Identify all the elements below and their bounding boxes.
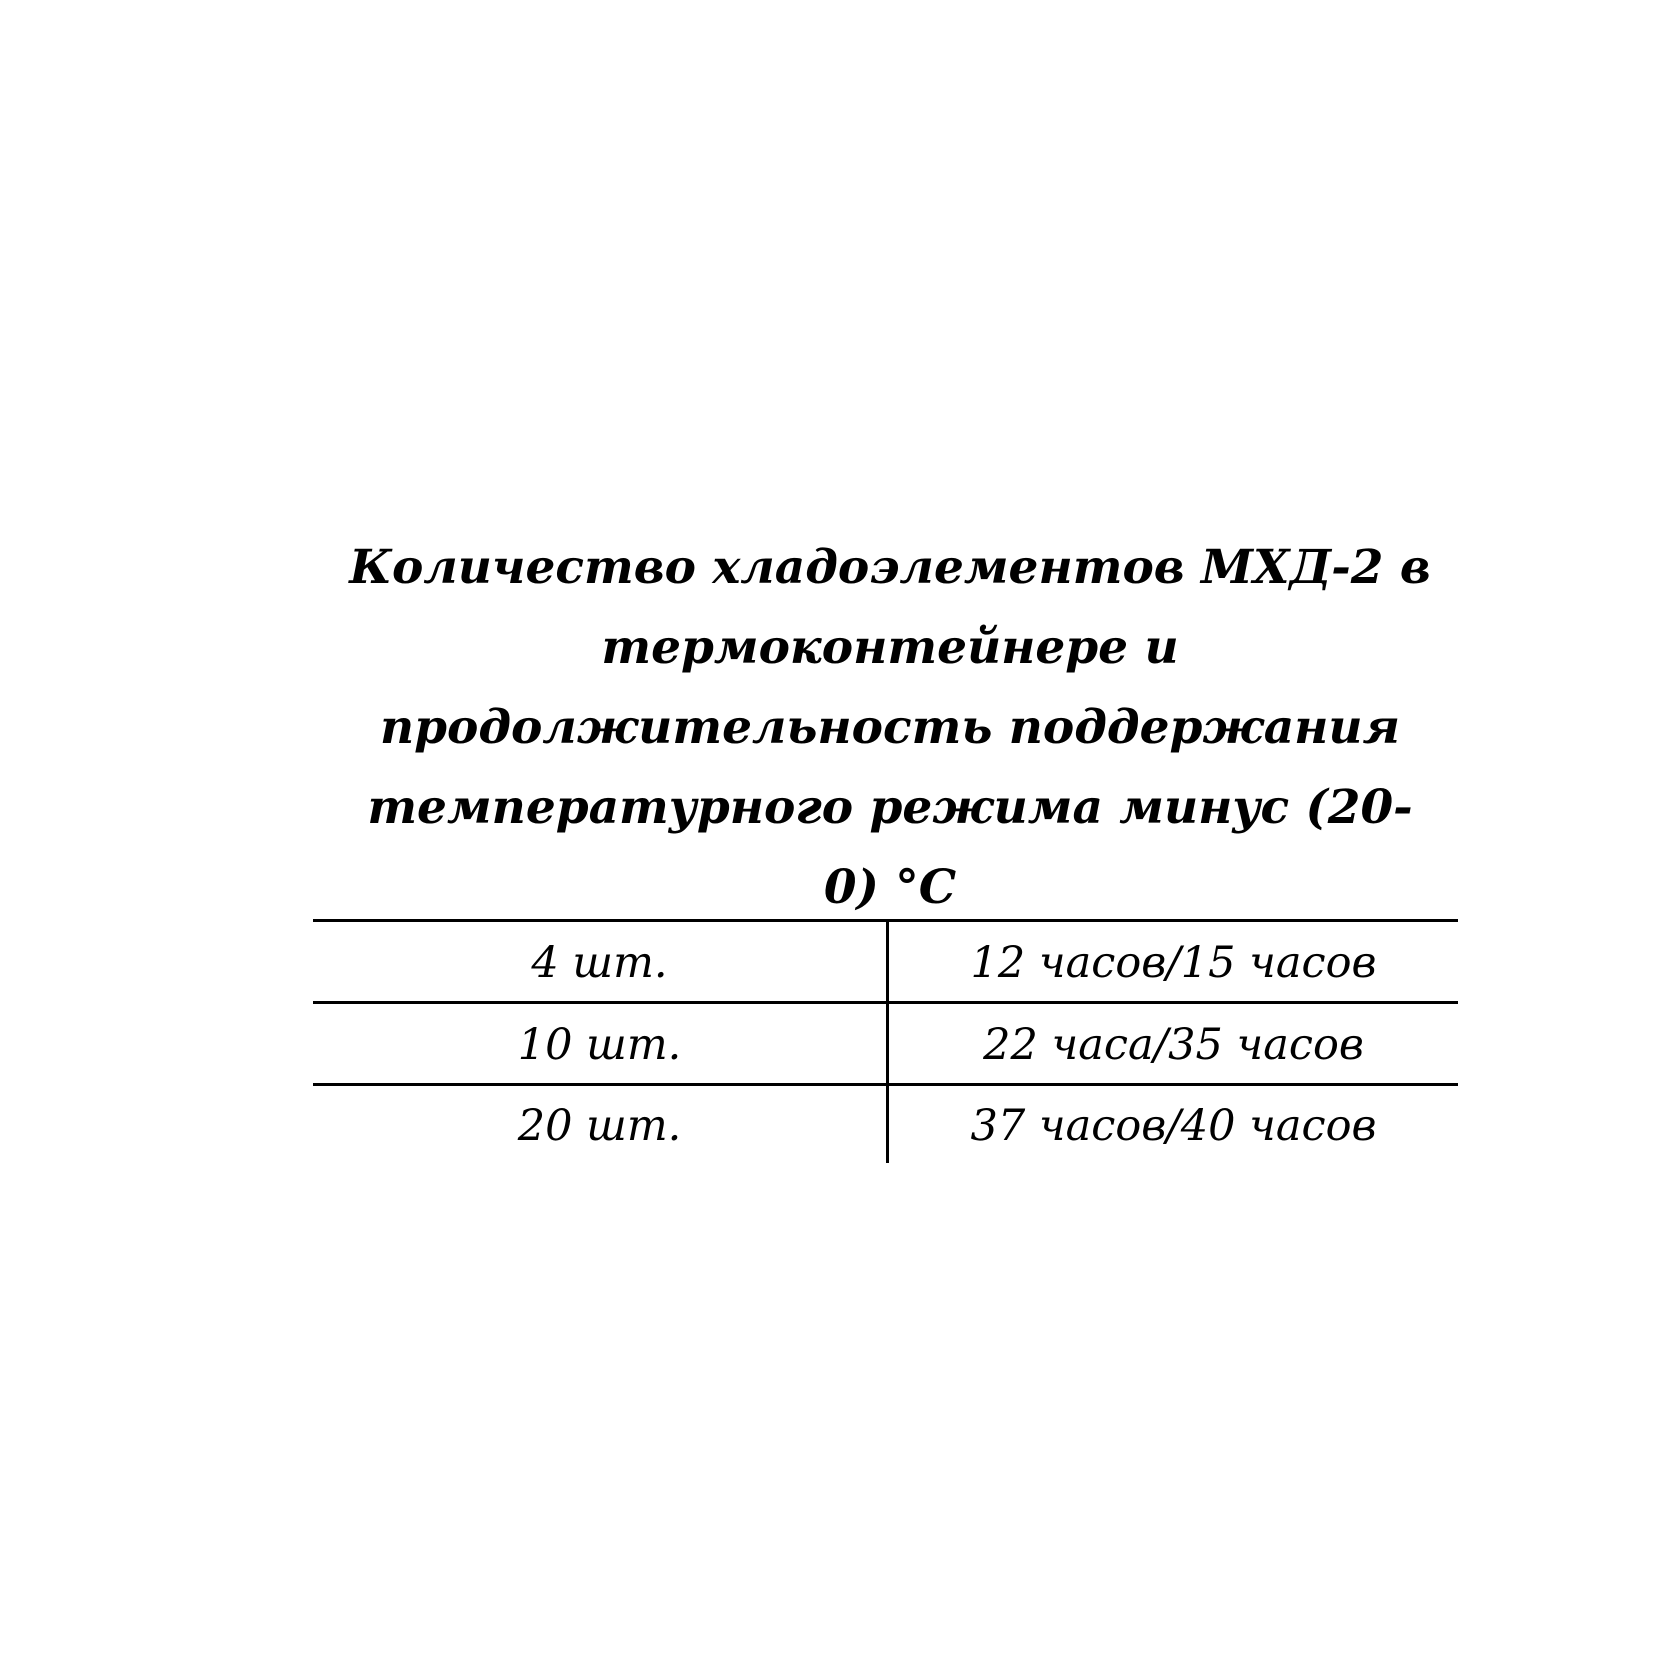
- document-title: [300, 528, 1480, 928]
- table-row: [313, 1004, 1458, 1086]
- duration-cell: 12 часов/15 часов: [970, 938, 1377, 988]
- duration-cell: 37 часов/40 часов: [970, 1101, 1377, 1151]
- title-line: продолжительность поддержания: [379, 700, 1401, 755]
- quantity-cell: 20 шт.: [313, 1086, 889, 1163]
- title-line: Количество хладоэлементов МХД-2 в: [349, 540, 1431, 595]
- duration-cell: 22 часа/35 часов: [983, 1020, 1364, 1070]
- quantity-cell: 4 шт.: [313, 922, 889, 1001]
- quantity-cell: 10 шт.: [313, 1004, 889, 1083]
- table-row: [313, 1086, 1458, 1163]
- title-line: 0) °С: [823, 860, 957, 915]
- title-line: термоконтейнере и: [601, 620, 1179, 675]
- table-row: [313, 922, 1458, 1004]
- title-line: температурного режима минус (20-: [367, 780, 1413, 835]
- cold-elements-table: [313, 919, 1458, 1163]
